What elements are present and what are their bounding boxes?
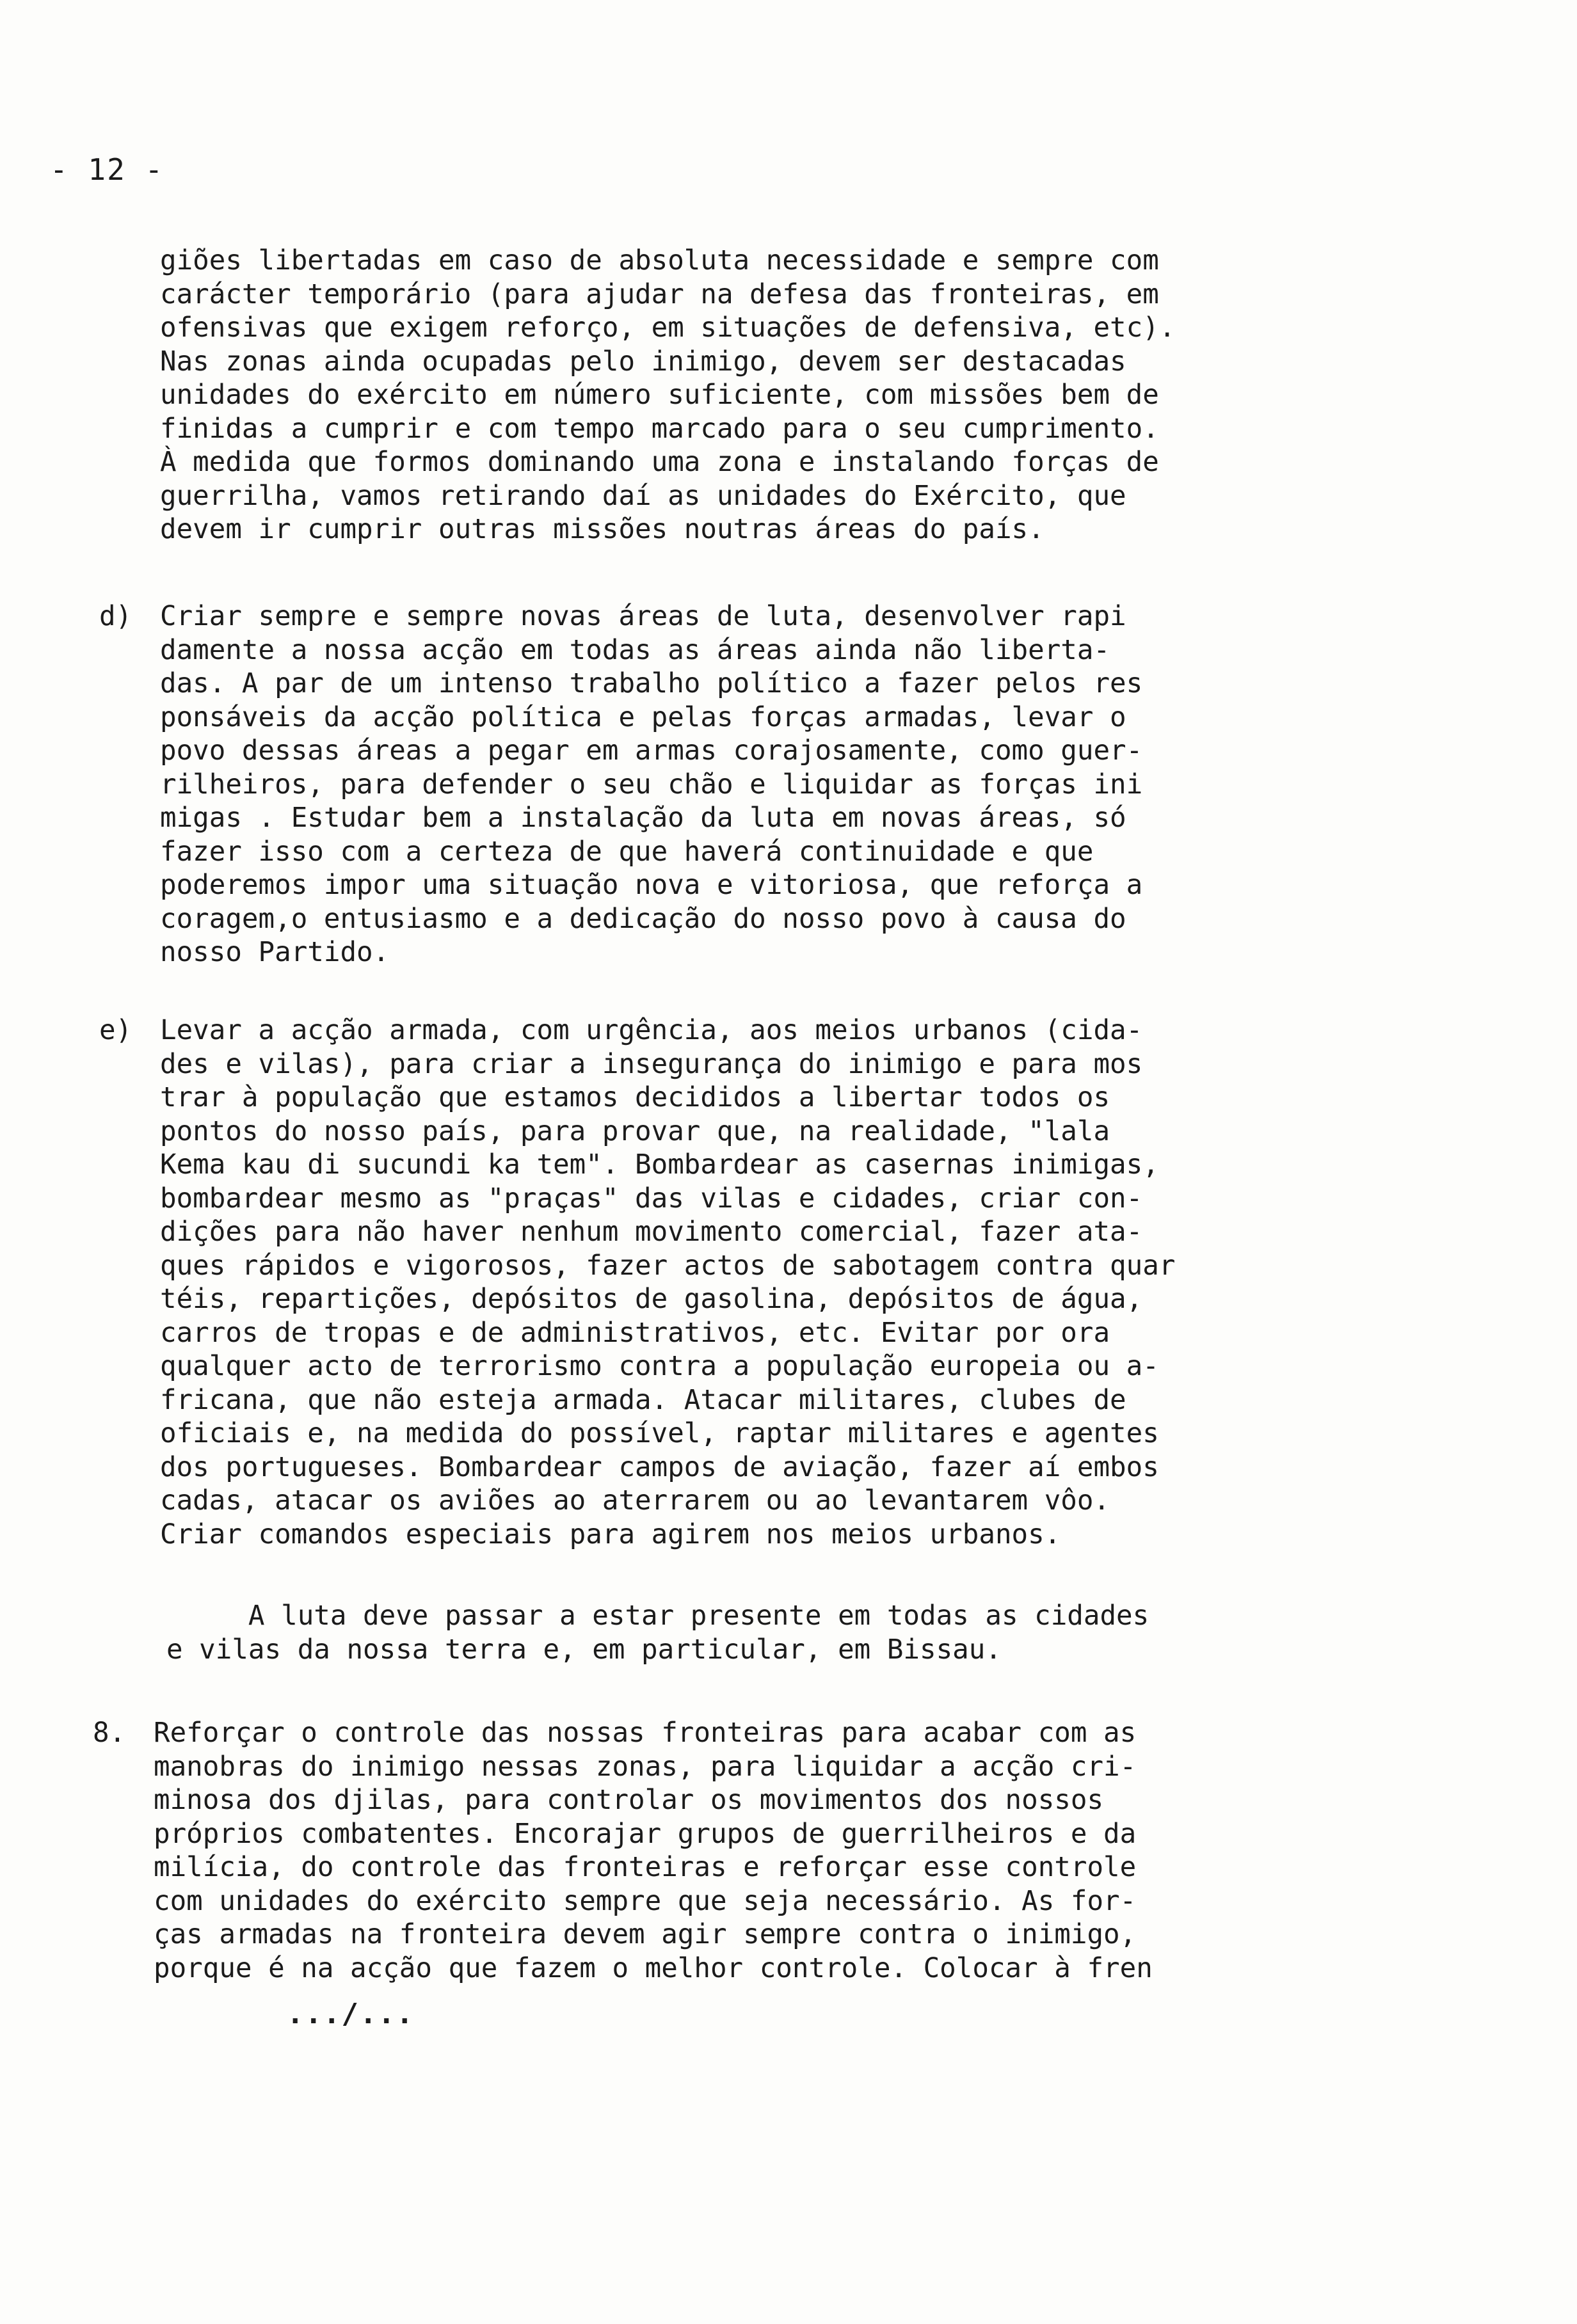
list-marker: d) [99, 601, 132, 632]
list-item-text: Levar a acção armada, com urgência, aos meios urbanos (cida- des e vilas), para criar a insegurança do inimigo e para mos trar à população que estamos decididos a libertar todos os pontos do nosso país, para provar que, na realidade, "lala Kema kau di sucundi ka tem". Bombardear as casernas inimigas, bombardear mesmo as "praças" das vilas e cidades, criar con- dições para não haver nenhum movimento comercial, fazer ata- ques rápidos e vigorosos, fazer actos de sabotagem contra quar téis, repartições, depósitos de gasolina, depósitos de água, carros de tropas e de administrativos, etc. Evitar por ora qualquer acto de terrorismo contra a população europeia ou a- fricana, que não esteja armada. Atacar militares, clubes de oficiais e, na medida do possível, raptar militares e agentes dos portugueses. Bombardear campos de aviação, fazer aí embos cadas, atacar os aviões ao aterrarem ou ao levantarem vôo. Criar comandos especiais para agirem nos meios urbanos. [160, 1015, 1176, 1550]
closing-paragraph: A luta deve passar a estar presente em todas as cidades e vilas da nossa terra e, em particular, em Bissau. [166, 1600, 1149, 1666]
list-marker: e) [99, 1015, 132, 1046]
opening-paragraph: giões libertadas em caso de absoluta necessidade e sempre com carácter temporário (para ajudar na defesa das fronteiras, em ofensivas que exigem reforço, em situações de defensiva, etc). Nas zonas ainda ocupadas pelo inimigo, devem ser destacadas unidades do exército em número suficiente, com missões bem de finidas a cumprir e com tempo marcado para o seu cumprimento. À medida que formos dominando uma zona e instalando forças de guerrilha, vamos retirando daí as unidades do Exército, que devem ir cumprir outras missões noutras áreas do país. [160, 245, 1176, 545]
list-item-text: Criar sempre e sempre novas áreas de luta, desenvolver rapi damente a nossa acção em todas as áreas ainda não liberta- das. A par de um intenso trabalho político a fazer pelos res ponsáveis da acção política e pelas forças armadas, levar o povo dessas áreas a pegar em armas corajosamente, como guer- rilheiros, para defender o seu chão e liquidar as forças ini migas . Estudar bem a instalação da luta em novas áreas, só fazer isso com a certeza de que haverá continuidade e que poderemos impor uma situação nova e vitoriosa, que reforça a coragem,o entusiasmo e a dedicação do nosso povo à causa do nosso Partido. [160, 601, 1143, 968]
list-item-text: Reforçar o controle das nossas fronteiras para acabar com as manobras do inimigo nessas zonas, para liquidar a acção cri- minosa dos djilas, para controlar os movimentos dos nossos próprios combatentes. Encorajar grupos de guerrilheiros e da milícia, do controle das fronteiras e reforçar esse controle com unidades do exército sempre que seja necessário. As for- ças armadas na fronteira devem agir sempre contra o inimigo, porque é na acção que fazem o melhor controle. Colocar à fren [154, 1717, 1153, 1984]
continuation-mark: .../... [287, 1998, 415, 2030]
page-number: - 12 - [50, 152, 164, 187]
list-marker: 8. [93, 1717, 126, 1749]
